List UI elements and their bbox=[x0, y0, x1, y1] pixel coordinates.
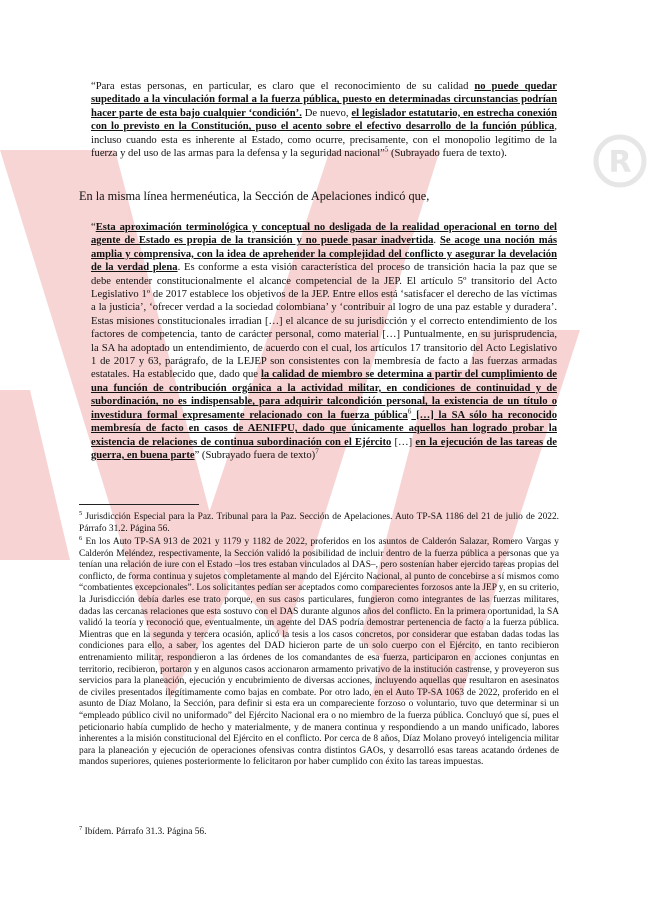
footnote-ref: 6 bbox=[407, 407, 412, 416]
underlined-passage: no puede quedar supeditado a la vinculación formal a la fuerza pública, puesto en determinadas circunstancias podrían hacer parte de esta bajo cualquier ‘condición’. bbox=[91, 81, 558, 119]
registered-mark-icon bbox=[596, 137, 644, 185]
underlined-passage: en la ejecución de las tareas de guerra, en buena parte bbox=[91, 436, 558, 461]
footnote-number: 6 bbox=[79, 534, 83, 542]
watermark-left-wedge bbox=[0, 390, 70, 560]
quote-block-2: “Esta aproximación terminológica y conceptual no desligada de la realidad operacional en torno del agente de Estado es propia de la transición y no puede pasar inadvertida. Se acoge una noción más amplia y comprensiva, con la idea de aprehender la complejidad del conflicto y asegurar la develación de la verdad plena. Es conforme a esta visión característica del proceso de transición hacia la paz que se debe entender constitucionalmente el alcance competencial de la JEP. El artículo 5º transitorio del Acto Legislativo 1º de 2017 establece los objetivos de la JEP. Entre ellos está ‘satisfacer el derecho de las víctimas a la justicia’, ‘ofrecer verdad a la sociedad colombiana’ y ‘contribuir al logro de una paz estable y duradera’. Estas misiones constitucionales irradian […] el alcance de su jurisdicción y el correcto entendimiento de los factores de competencia, tanto de carácter personal, como material […] Puntualmente, en su jurisprudencia, la SA ha adoptado un entendimiento, de acuerdo con el cual, los artículos 17 transitorio del Acto Legislativo 1 de 2017 y 63, parágrafo, de la LEJEP son consistentes con la membresía de facto a las fuerzas armadas estatales. Ha establecido que, dado que la calidad de miembro se determina a partir del cumplimiento de una función de contribución orgánica a la actividad militar, en condiciones de continuidad y de subordinación, no es indispensable, para adquirir talcondición personal, la existencia de un título o investidura formal expresamente relacionado con la fuerza pública$^6$ […] la SA sólo ha reconocido membresía de facto en casos de AENIFPU, dado que únicamente aquellos han logrado probar la existencia de relaciones de continua subordinación con el Ejército […] en la ejecución de las tareas de guerra, en buena parte” (Subrayado fuera de texto)$^7$ bbox=[91, 222, 558, 461]
underlined-passage: el legislador estatutario, en estrecha conexión con lo previsto en la Constitución, puso el acento sobre el efectivo desarrollo de la función pública bbox=[91, 107, 557, 133]
footnote-number: 7 bbox=[79, 824, 83, 832]
footnote-7: $^7$ Ibídem. Párrafo 31.3. Página 56. bbox=[79, 824, 207, 837]
lead-paragraph: En la misma línea hermenéutica, la Sección de Apelaciones indicó que, bbox=[79, 189, 430, 203]
footnote-ref: 7 bbox=[315, 447, 319, 456]
svg-text:R: R bbox=[608, 145, 632, 180]
footnote-ref: 5 bbox=[384, 145, 389, 154]
footnote-5: $^5$ Jurisdicción Especial para la Paz. Tribunal para la Paz. Sección de Apelaciones. Auto TP-SA 1186 del 21 de julio de 2022. Párrafo 31.2. Página 56. bbox=[79, 509, 559, 534]
quote-block-1: “Para estas personas, en particular, es claro que el reconocimiento de su calidad no puede quedar supeditado a la vinculación formal a la fuerza pública, puesto en determinadas circunstancias podrían hacer parte de esta bajo cualquier ‘condición’. De nuevo, el legislador estatutario, en estrecha conexión con lo previsto en la Constitución, puso el acento sobre el efectivo desarrollo de la función pública, incluso cuando esta es inherente al Estado, como ocurre, precisamente, con el monopolio legítimo de la fuerza y del uso de las armas para la defensa y la seguridad nacional”$^5$ (Subrayado fuera de texto). bbox=[91, 81, 558, 160]
underlined-passage: Esta aproximación terminológica y conceptual no desligada de la realidad operacional en torno del agente de Estado es propia de la transición y no puede pasar inadvertida bbox=[91, 222, 557, 247]
underlined-passage: Se acoge una noción más amplia y comprensiva, con la idea de aprehender la complejidad del conflicto y asegurar la develación de la verdad plena bbox=[91, 235, 557, 274]
footnote-6: $^6$ En los Auto TP-SA 913 de 2021 y 1179 y 1182 de 2022, proferidos en los asuntos de Calderón Salazar, Romero Vargas y Calderón Meléndez, respectivamente, la Sección validó la posibilidad de incluir dentro de la fuerza pública a personas que ya tenían una relación de iure con el Estado –los tres estaban vinculados al DAS–, pero sostenían haber ejercido tareas propias del conflicto, de forma continua y sujetos completamente al mando del Ejército Nacional, al punto de concebirse a sí mismos como “combatientes excepcionales”. Los solicitantes pedían ser aceptados como comparecientes forzosos ante la JEP y, en su criterio, la Jurisdicción debía darles ese trato porque, en sus casos particulares, fungieron como integrantes de las fuerzas militares, dadas las cercanas relaciones que esta sostuvo con el DAS durante algunos años del conflicto. En la primera oportunidad, la SA validó la teoría y reconoció que, eventualmente, un agente del DAS podría demostrar pertenencia de facto a la fuerza pública. Mientras que en la segunda y tercera ocasión, aplicó la tesis a los casos concretos, por considerar que estaban dadas todas las condiciones para ello, a saber, los agentes del DAD hicieron parte de un solo cuerpo con el Ejército, en tanto recibieron entrenamiento militar, respondieron a las órdenes de los comandantes de esa fuerza, participaron en acciones conjuntas en territorio, recibieron, portaron y en algunos casos accionaron armamento privativo de la institución castrense, y proveyeron sus servicios para la planeación, ejecución y encubrimiento de diversas acciones, incluyendo aquellas que resultaron en asesinatos de civiles presentados ilegítimamente como bajas en combate. Por otro lado, en el Auto TP-SA 1063 de 2022, proferido en el asunto de Díaz Molano, la Sección, para definir si esta era un compareciente forzoso o voluntario, tuvo que determinar si un “empleado público civil no uniformado” del Ejército Nacional era o no miembro de la fuerza pública. Concluyó que sí, pues el peticionario había cumplido de hecho y materialmente, y de manera continua y respondiendo a un mando unificado, labores inherentes a la misión constitucional del Ejército en el conflicto. Por cerca de 8 años, Díaz Molano proveyó inteligencia militar para la planeación y ejecución de operaciones ofensivas contra distintos GAOs, y desarrolló esas tareas acatando órdenes de mandos superiores, quienes posteriormente lo felicitaron por haber cumplido con éxito las tareas impuestas. bbox=[79, 534, 559, 768]
underlined-passage: la calidad de miembro se determina a partir del cumplimiento de una función de contribución orgánica a la actividad militar, en condiciones de continuidad y de subordinación, no es indispensable, para adquirir talcondición personal, la existencia de un título o investidura formal expresamente relacionado con la fuerza pública bbox=[91, 369, 557, 421]
footnote-number: 5 bbox=[79, 509, 83, 517]
underlined-passage: […] la SA sólo ha reconocido membresía de facto en casos de AENIFPU, dado que únicamente aquellos han logrado probar la existencia de relaciones de continua subordinación con el Ejército bbox=[91, 409, 557, 448]
footnote-separator bbox=[79, 504, 199, 505]
